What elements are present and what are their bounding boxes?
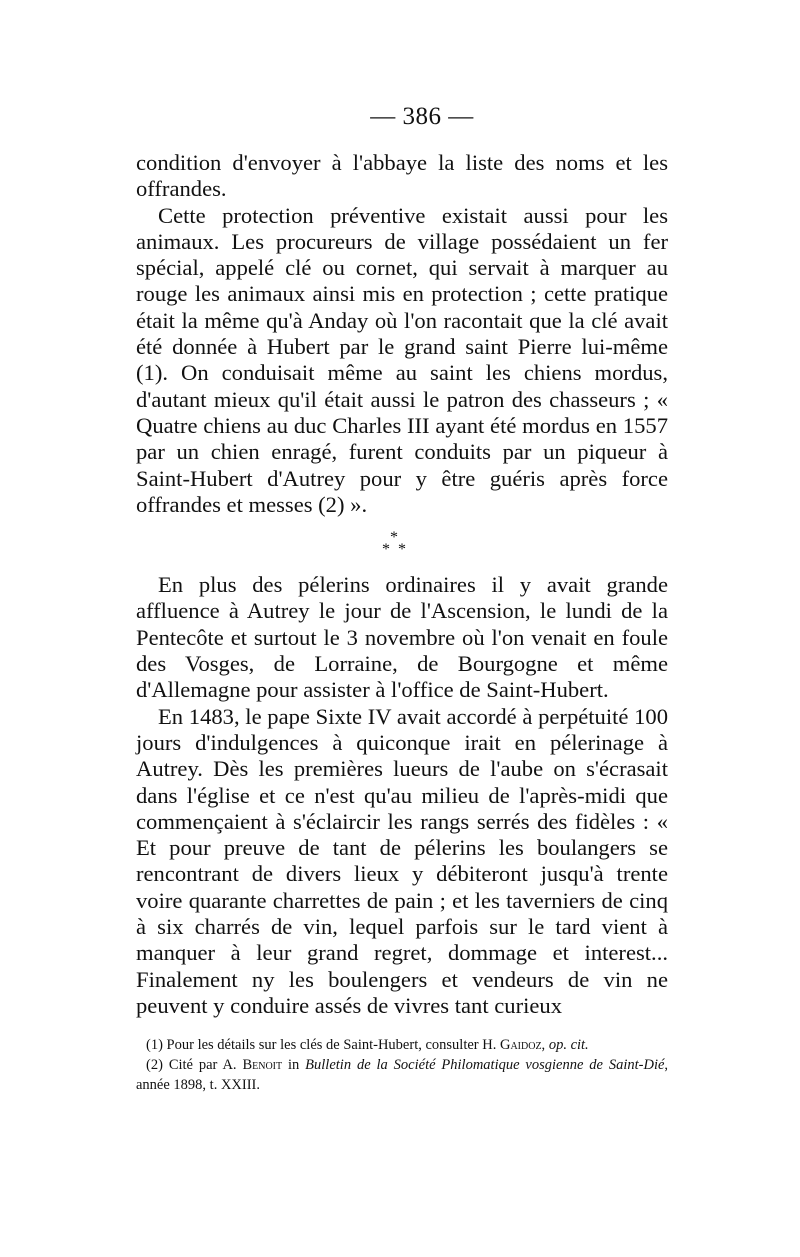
paragraph-continuation: condition d'envoyer à l'abbaye la liste des noms et les offrandes. xyxy=(136,150,668,202)
footnote-2-text-b: in xyxy=(288,1057,300,1074)
asterisk-right: * xyxy=(398,541,406,559)
page-number: — 386 — xyxy=(370,103,474,130)
asterisk-left: * xyxy=(382,541,390,559)
footnote-2-text-c: , année 1898, t. XXIII. xyxy=(136,1057,669,1094)
footnote-1 xyxy=(136,1035,668,1055)
footnote-2-journal: Bulletin de la Société Philomatique vosgienne de Saint-Dié xyxy=(305,1057,665,1074)
footnote-2-text-a: Cité par A. xyxy=(168,1057,237,1074)
paragraph-pilgrims: En plus des pélerins ordinaires il y avait grande affluence à Autrey le jour de l'Ascension, le lundi de la Pentecôte et surtout le 3 novembre où l'on venait en foule des Vosges, de Lorraine, de Bourgogne et même d'Allemagne pour assister à l'office de Saint-Hubert. xyxy=(136,572,668,703)
footnote-1-marker: (1) xyxy=(146,1037,163,1054)
section-separator-asterism xyxy=(136,528,668,564)
footnotes xyxy=(136,1035,668,1095)
paragraph-indulgences: En 1483, le pape Sixte IV avait accordé à perpétuité 100 jours d'indulgences à quiconque irait en pélerinage à Autrey. Dès les premières lueurs de l'aube on s'écrasait dans l'église et ce n'est qu'au milieu de l'après-midi que commençaient à s'éclaircir les rangs serrés des fidèles : « Et pour preuve de tant de pélerins les boulangers se rencontrant de divers lieux y débiteront jusqu'à trente voire quarante charrettes de pain ; et les taverniers de cinq à six charrés de vin, lequel parfois sur le tard vient à manquer à leur grand regret, dommage et interest... Finalement ny les boulengers et vendeurs de vin ne peuvent y conduire assés de vivres tant curieux xyxy=(136,703,668,1018)
footnote-2-author: Benoit xyxy=(242,1057,283,1074)
footnote-1-text: Pour les détails sur les clés de Saint-Hubert, consulter H. xyxy=(166,1037,497,1054)
book-page xyxy=(136,100,668,1095)
footnote-1-author: Gaidoz, xyxy=(499,1037,546,1054)
footnote-1-ref: op. cit. xyxy=(548,1037,589,1054)
asterisk-top: * xyxy=(390,529,398,547)
paragraph-animal-protection: Cette protection préventive existait aussi pour les animaux. Les procureurs de village possédaient un fer spécial, appelé clé ou cornet, qui servait à marquer au rouge les animaux ainsi mis en protection ; cette pratique était la même qu'à Anday où l'on racontait que la clé avait été donnée à Hubert par le grand saint Pierre lui-même (1). On conduisait même au saint les chiens mordus, d'autant mieux qu'il était aussi le patron des chasseurs ; « Quatre chiens au duc Charles III ayant été mordus en 1557 par un chien enragé, furent conduits par un piqueur à Saint-Hubert d'Autrey pour y être guéris après force offrandes et messes (2) ». xyxy=(136,202,668,517)
footnote-2 xyxy=(136,1055,668,1095)
footnote-2-marker: (2) xyxy=(146,1057,163,1074)
